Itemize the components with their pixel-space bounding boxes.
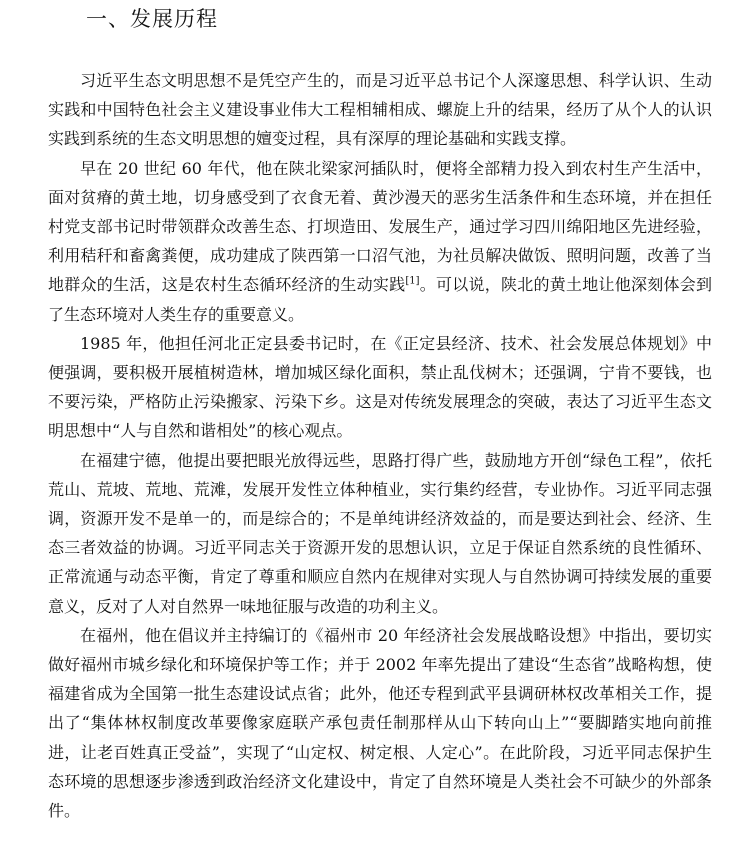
paragraph-4-text: 在福建宁德，他提出要把眼光放得远些，思路打得广些，鼓励地方开创“绿色工程”，依托荒山、荒坡、荒地、荒滩，发展开发性立体种植业，实行集约经营，专业协作。习近平同志强调，资源开发不是单一的，而是综合的；不是单纯讲经济效益的，而是要达到社会、经济、生态三者效益的协调。习近平同志关于资源开发的思想认识，立足于保证自然系统的良性循环、正常流通与动态平衡，肯定了尊重和顺应自然内在规律对实现人与自然协调可持续发展的重要意义，反对了人对自然界一味地征服与改造的功利主义。 (48, 450, 712, 616)
paragraph-2 (48, 154, 712, 329)
paragraph-3 (48, 329, 712, 446)
paragraph-3-text: 1985 年，他担任河北正定县委书记时，在《正定县经济、技术、社会发展总体规划》中便强调，要积极开展植树造林，增加城区绿化面积，禁止乱伐树木；还强调，宁肯不要钱，也不要污染，严格防止污染搬家、污染下乡。这是对传统发展理念的突破，表达了习近平生态文明思想中“人与自然和谐相处”的核心观点。 (48, 333, 712, 441)
paragraph-5 (48, 621, 712, 825)
paragraph-1 (48, 66, 712, 154)
section-title: 一、发展历程 (86, 7, 218, 31)
paragraph-2-tail: 。可以说，陕北的黄土地让他深刻体会到了生态环境对人类生存的重要意义。 (48, 275, 712, 324)
paragraph-5-text: 在福州，他在倡议并主持编订的《福州市 20 年经济社会发展战略设想》中指出，要切实做好福州市城乡绿化和环境保护等工作；并于 2002 年率先提出了建设“生态省”战略构想，使福建省成为全国第一批生态建设试点省；此外，他还专程到武平县调研林权改革相关工作，提出了“集体林权制度改革要像家庭联产承包责任制那样从山下转向山上”“要脚踏实地向前推进，让老百姓真正受益”，实现了“山定权、树定根、人定心”。在此阶段，习近平同志保护生态环境的思想逐步渗透到政治经济文化建设中，肯定了自然环境是人类社会不可缺少的外部条件。 (48, 625, 712, 821)
paragraph-2-text: 早在 20 世纪 60 年代，他在陕北梁家河插队时，便将全部精力投入到农村生产生活中，面对贫瘠的黄土地，切身感受到了衣食无着、黄沙漫天的恶劣生活条件和生态环境，并在担任村党支部书记时带领群众改善生态、打坝造田、发展生产，通过学习四川绵阳地区先进经验，利用秸秆和畜禽粪便，成功建成了陕西第一口沼气池，为社员解决做饭、照明问题，改善了当地群众的生活，这是农村生态循环经济的生动实践 (48, 158, 712, 295)
body-text (48, 66, 712, 825)
paragraph-1-text: 习近平生态文明思想不是凭空产生的，而是习近平总书记个人深邃思想、科学认识、生动实践和中国特色社会主义建设事业伟大工程相辅相成、螺旋上升的结果，经历了从个人的认识实践到系统的生态文明思想的嬗变过程，具有深厚的理论基础和实践支撑。 (48, 71, 712, 149)
paragraph-4 (48, 446, 712, 621)
footnote-reference[interactable]: [1] (405, 276, 420, 288)
